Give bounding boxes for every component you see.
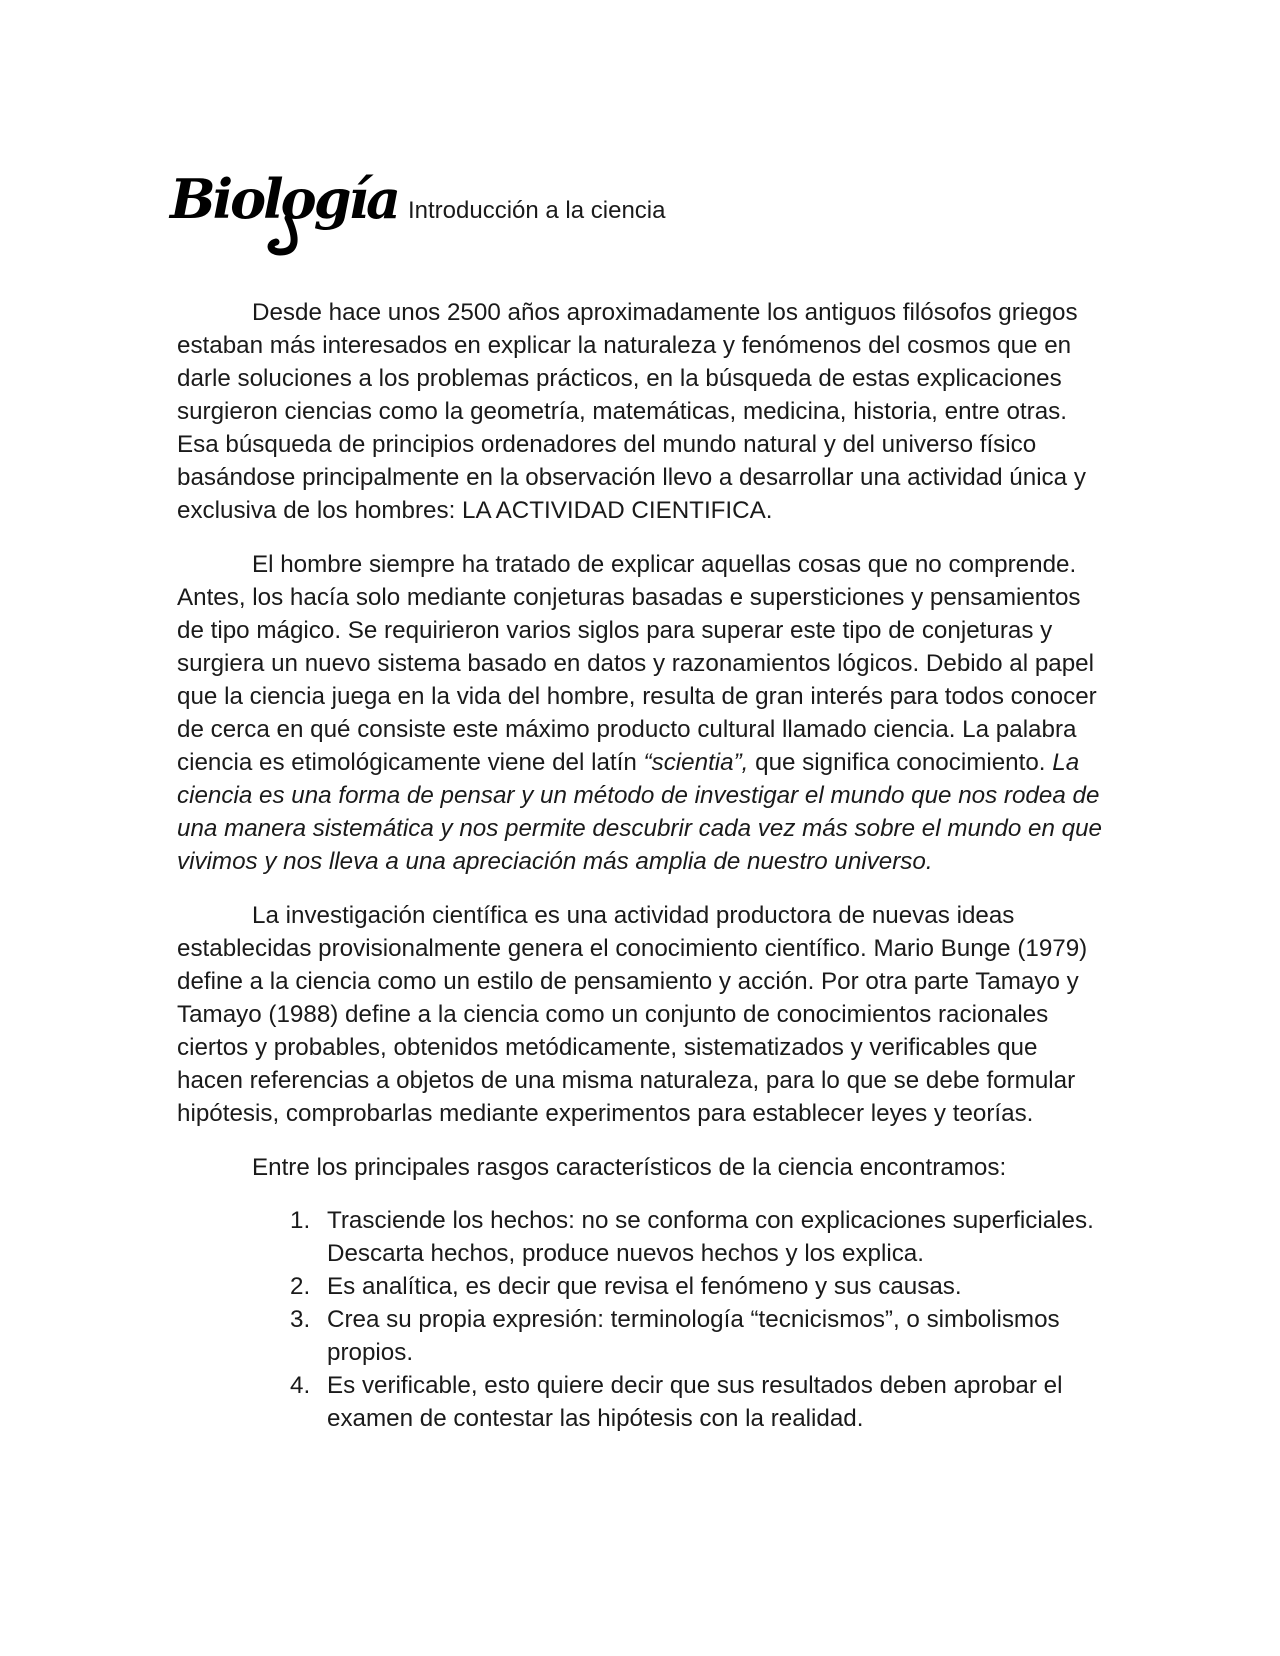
list-number: 2. xyxy=(290,1273,311,1300)
list-item-text: Es verificable, esto quiere decir que sus resultados deben aprobar el examen de contestar las hipótesis con la realidad. xyxy=(327,1372,1063,1432)
list-number: 1. xyxy=(290,1207,311,1234)
paragraph-1: Desde hace unos 2500 años aproximadamente los antiguos filósofos griegos estaban más interesados en explicar la naturaleza y fenómenos del cosmos que en darle soluciones a los problemas prácticos, en la búsqueda de estas explicaciones surgieron ciencias como la geometría, matemáticas, medicina, historia, entre otras. Esa búsqueda de principios ordenadores del mundo natural y del universo físico basándose principalmente en la observación llevo a desarrollar una actividad única y exclusiva de los hombres: LA ACTIVIDAD CIENTIFICA. xyxy=(177,299,1086,524)
logo-text: Biología xyxy=(170,167,398,231)
traits-intro: Entre los principales rasgos característicos de la ciencia encontramos: xyxy=(252,1154,1007,1181)
list-item xyxy=(290,1369,1107,1435)
list-item xyxy=(290,1270,1107,1303)
list-item xyxy=(290,1204,1107,1270)
list-number: 4. xyxy=(290,1372,311,1399)
page-subtitle: Introducción a la ciencia xyxy=(408,197,666,224)
biologia-logo xyxy=(168,160,398,260)
list-item-text: Crea su propia expresión: terminología “tecnicismos”, o simbolismos propios. xyxy=(327,1306,1060,1366)
paragraph-2-start: El hombre siempre ha tratado de explicar aquellas cosas que no comprende. Antes, los hacía solo mediante conjeturas basadas e supersticiones y pensamientos de tipo mágico. Se requirieron varios siglos para superar este tipo de conjeturas y surgiera un nuevo sistema basado en datos y razonamientos lógicos. Debido al papel que la ciencia juega en la vida del hombre, resulta de gran interés para todos conocer de cerca en qué consiste este máximo producto cultural llamado ciencia. La palabra ciencia es etimológicamente viene del latín xyxy=(177,551,1097,776)
paragraph-2 xyxy=(177,548,1107,878)
latin-term: “scientia”, xyxy=(643,749,749,776)
document-body xyxy=(177,296,1107,1435)
list-number: 3. xyxy=(290,1306,311,1333)
science-definition: La ciencia es una forma de pensar y un método de investigar el mundo que nos rodea de una manera sistemática y nos permite descubrir cada vez más sobre el mundo en que vivimos y nos lleva a una apreciación más amplia de nuestro universo. xyxy=(177,749,1102,875)
paragraph-2-middle: que significa conocimiento. xyxy=(748,749,1053,776)
list-item-text: Trasciende los hechos: no se conforma con explicaciones superficiales. Descarta hechos, produce nuevos hechos y los explica. xyxy=(327,1207,1094,1267)
list-item-text: Es analítica, es decir que revisa el fenómeno y sus causas. xyxy=(327,1273,962,1300)
paragraph-3: La investigación científica es una actividad productora de nuevas ideas establecidas provisionalmente genera el conocimiento científico. Mario Bunge (1979) define a la ciencia como un estilo de pensamiento y acción. Por otra parte Tamayo y Tamayo (1988) define a la ciencia como un conjunto de conocimientos racionales ciertos y probables, obtenidos metódicamente, sistematizados y verificables que hacen referencias a objetos de una misma naturaleza, para lo que se debe formular hipótesis, comprobarlas mediante experimentos para establecer leyes y teorías. xyxy=(177,902,1088,1127)
list-item xyxy=(290,1303,1107,1369)
document-header xyxy=(168,160,1068,270)
traits-list xyxy=(177,1204,1107,1435)
